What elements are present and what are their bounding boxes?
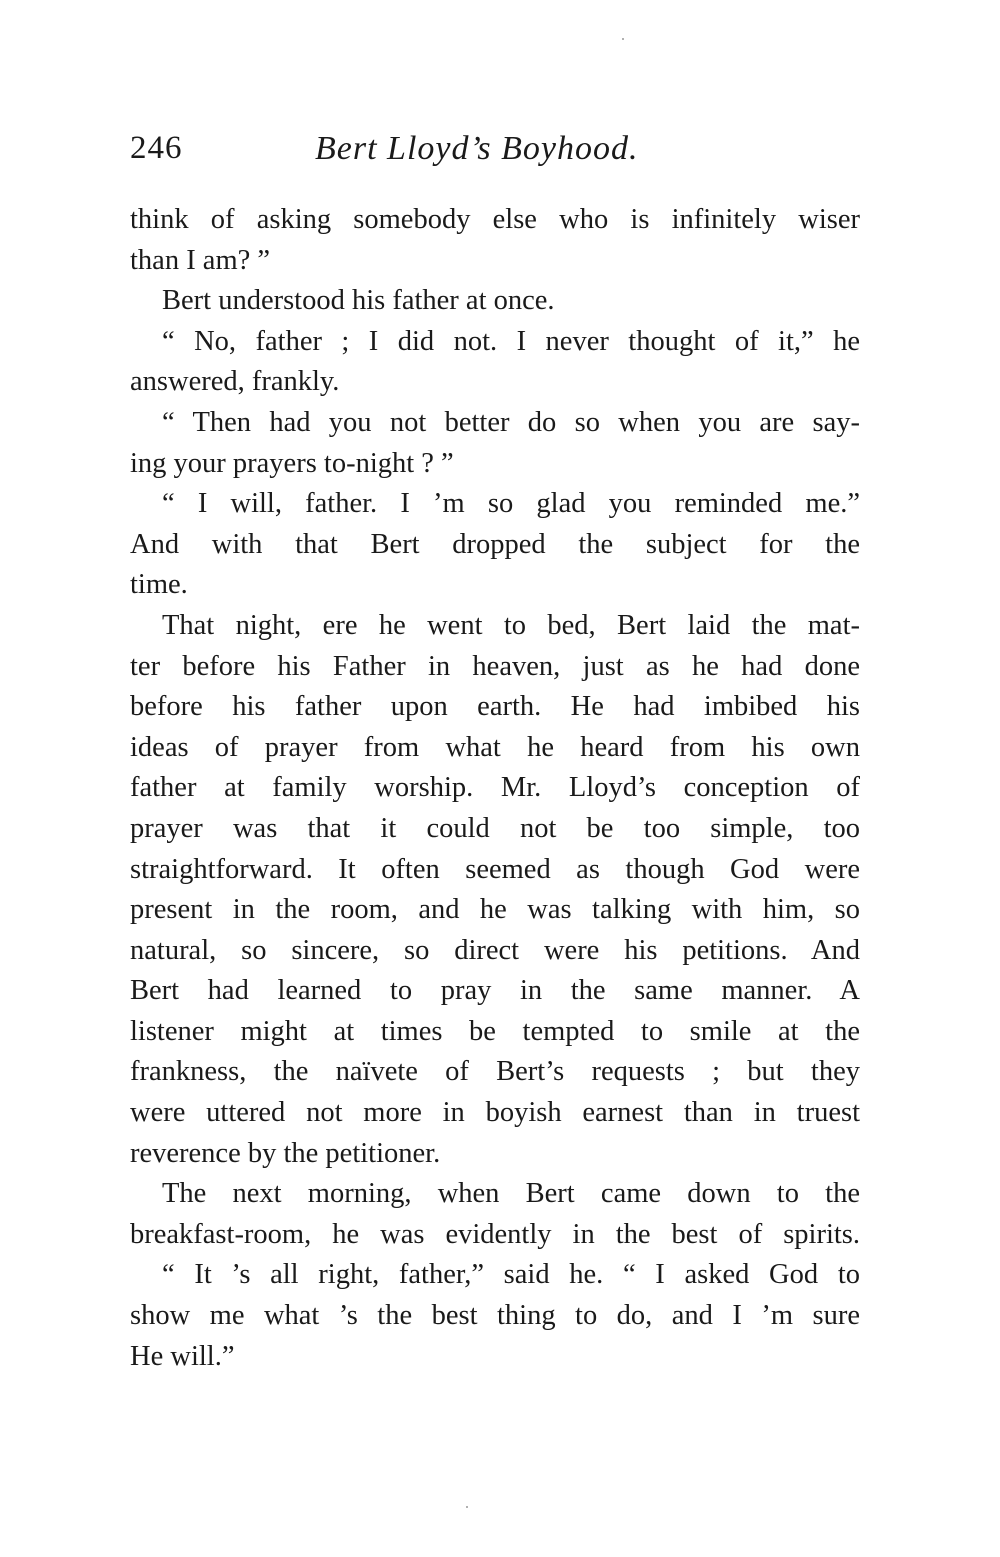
- running-title: Bert Lloyd’s Boyhood.: [315, 130, 639, 167]
- text-line: ideas of prayer from what he heard from his own: [130, 731, 860, 763]
- page-number: 246: [130, 130, 183, 166]
- text-line: And with that Bert dropped the subject for the: [130, 528, 860, 560]
- body-text: [130, 200, 860, 1377]
- text-line: ter before his Father in heaven, just as he had done: [130, 650, 860, 682]
- text-line: “ Then had you not better do so when you are say-: [162, 406, 860, 438]
- text-line: were uttered not more in boyish earnest than in truest: [130, 1097, 860, 1129]
- text-line: He will.”: [130, 1340, 235, 1372]
- text-line: show me what ’s the best thing to do, and I ’m sure: [130, 1300, 860, 1332]
- text-line: present in the room, and he was talking with him, so: [130, 894, 860, 926]
- page-header: [130, 130, 860, 180]
- text-line: Bert had learned to pray in the same manner. A: [130, 975, 860, 1007]
- text-line: That night, ere he went to bed, Bert laid the mat-: [162, 609, 860, 641]
- text-line: time.: [130, 569, 188, 601]
- text-line: straightforward. It often seemed as though God were: [130, 853, 860, 885]
- text-line: think of asking somebody else who is infinitely wiser: [130, 204, 860, 235]
- text-line: frankness, the naïvete of Bert’s requests ; but they: [130, 1056, 860, 1088]
- text-line: “ It ’s all right, father,” said he. “ I asked God to: [162, 1259, 860, 1291]
- scan-speck: [466, 1506, 468, 1508]
- text-line: natural, so sincere, so direct were his petitions. And: [130, 934, 860, 966]
- text-line: breakfast-room, he was evidently in the best of spirits.: [130, 1218, 860, 1250]
- text-line: reverence by the petitioner.: [130, 1137, 441, 1169]
- text-line: answered, frankly.: [130, 366, 340, 398]
- text-line: listener might at times be tempted to smile at the: [130, 1015, 860, 1047]
- text-line: father at family worship. Mr. Lloyd’s conception of: [130, 772, 860, 804]
- text-line: “ No, father ; I did not. I never thought of it,” he: [162, 325, 860, 357]
- text-line: The next morning, when Bert came down to the: [162, 1178, 860, 1210]
- text-line: than I am? ”: [130, 244, 271, 276]
- text-line: “ I will, father. I ’m so glad you reminded me.”: [162, 488, 860, 520]
- text-line: prayer was that it could not be too simple, too: [130, 812, 860, 844]
- text-line: before his father upon earth. He had imbibed his: [130, 691, 860, 723]
- text-line: Bert understood his father at once.: [162, 285, 555, 317]
- scan-speck: [622, 38, 624, 40]
- text-line: ing your prayers to-night ? ”: [130, 447, 454, 479]
